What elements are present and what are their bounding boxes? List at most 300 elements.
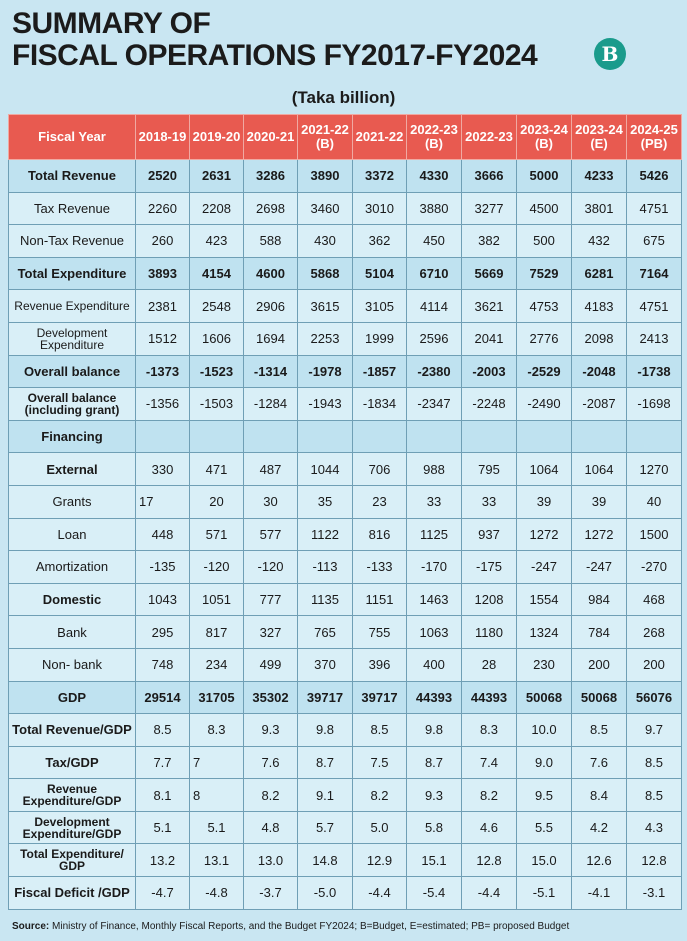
- table-cell: -1284: [244, 388, 298, 421]
- table-cell: -2048: [572, 355, 627, 388]
- header-tag: (E): [590, 136, 608, 151]
- table-cell: -2529: [517, 355, 572, 388]
- table-cell: [353, 420, 407, 453]
- table-cell: 1500: [627, 518, 682, 551]
- table-cell: [136, 420, 190, 453]
- table-cell: 39: [517, 485, 572, 518]
- table-cell: 4.6: [462, 811, 517, 844]
- row-label: Tax Revenue: [9, 192, 136, 225]
- table-cell: 777: [244, 583, 298, 616]
- table-cell: 706: [353, 453, 407, 486]
- table-row: [9, 583, 682, 616]
- table-cell: 1324: [517, 616, 572, 649]
- table-row: [9, 388, 682, 421]
- table-cell: 1180: [462, 616, 517, 649]
- row-label: Grants: [9, 485, 136, 518]
- table-cell: 2208: [190, 192, 244, 225]
- table-cell: 4233: [572, 160, 627, 193]
- table-row: [9, 225, 682, 258]
- table-row: [9, 453, 682, 486]
- row-label: Development Expenditure/GDP: [9, 811, 136, 844]
- table-cell: 35: [298, 485, 353, 518]
- table-cell: 1554: [517, 583, 572, 616]
- table-cell: [190, 420, 244, 453]
- table-cell: 2631: [190, 160, 244, 193]
- table-cell: 31705: [190, 681, 244, 714]
- header-col-4: [353, 115, 407, 160]
- table-cell: 362: [353, 225, 407, 258]
- row-label: GDP: [9, 681, 136, 714]
- table-cell: 4.2: [572, 811, 627, 844]
- table-cell: 12.8: [627, 844, 682, 877]
- header-col-5: [407, 115, 462, 160]
- table-cell: 765: [298, 616, 353, 649]
- header-year: 2019-20: [192, 129, 241, 144]
- table-cell: 1064: [572, 453, 627, 486]
- table-cell: 200: [572, 648, 627, 681]
- table-cell: 327: [244, 616, 298, 649]
- brand-logo-icon: B: [594, 38, 626, 70]
- table-cell: 4751: [627, 192, 682, 225]
- table-cell: -170: [407, 551, 462, 584]
- table-cell: [462, 420, 517, 453]
- table-cell: 2906: [244, 290, 298, 323]
- row-label: Overall balance: [9, 355, 136, 388]
- table-cell: [407, 420, 462, 453]
- row-label: Development Expenditure: [9, 322, 136, 355]
- table-cell: 382: [462, 225, 517, 258]
- table-cell: 1999: [353, 322, 407, 355]
- table-cell: -120: [190, 551, 244, 584]
- row-label: External: [9, 453, 136, 486]
- table-cell: 9.8: [407, 714, 462, 747]
- table-cell: -2003: [462, 355, 517, 388]
- table-cell: 13.1: [190, 844, 244, 877]
- table-cell: 487: [244, 453, 298, 486]
- table-cell: 5000: [517, 160, 572, 193]
- table-row: [9, 648, 682, 681]
- table-cell: 1043: [136, 583, 190, 616]
- table-cell: 816: [353, 518, 407, 551]
- table-cell: 15.1: [407, 844, 462, 877]
- table-cell: 234: [190, 648, 244, 681]
- table-cell: 9.0: [517, 746, 572, 779]
- table-cell: 7.6: [572, 746, 627, 779]
- table-cell: -247: [517, 551, 572, 584]
- table-cell: 400: [407, 648, 462, 681]
- table-cell: 8.7: [298, 746, 353, 779]
- table-cell: -3.1: [627, 877, 682, 910]
- table-cell: 295: [136, 616, 190, 649]
- table-cell: 500: [517, 225, 572, 258]
- table-cell: -1314: [244, 355, 298, 388]
- table-cell: 3890: [298, 160, 353, 193]
- table-cell: 6710: [407, 257, 462, 290]
- table-cell: 1063: [407, 616, 462, 649]
- title-line-2: FISCAL OPERATIONS FY2017-FY2024: [12, 39, 538, 72]
- table-cell: 8.5: [627, 779, 682, 812]
- row-label: Total Revenue: [9, 160, 136, 193]
- table-cell: 5.1: [136, 811, 190, 844]
- title-line-1: SUMMARY OF: [12, 7, 211, 40]
- table-cell: -133: [353, 551, 407, 584]
- table-cell: -1523: [190, 355, 244, 388]
- header-year: 2021-22: [355, 129, 404, 144]
- table-cell: 4330: [407, 160, 462, 193]
- table-cell: 13.2: [136, 844, 190, 877]
- table-cell: [298, 420, 353, 453]
- table-cell: [627, 420, 682, 453]
- table-cell: 4.3: [627, 811, 682, 844]
- table-cell: 330: [136, 453, 190, 486]
- row-label: Total Expenditure/ GDP: [9, 844, 136, 877]
- table-cell: -4.4: [462, 877, 517, 910]
- table-cell: 984: [572, 583, 627, 616]
- table-cell: -5.1: [517, 877, 572, 910]
- table-cell: 20: [190, 485, 244, 518]
- table-cell: 5.0: [353, 811, 407, 844]
- table-cell: -1356: [136, 388, 190, 421]
- table-cell: 8.5: [136, 714, 190, 747]
- table-cell: 1512: [136, 322, 190, 355]
- table-cell: 577: [244, 518, 298, 551]
- table-cell: 2260: [136, 192, 190, 225]
- table-cell: -1373: [136, 355, 190, 388]
- table-cell: 2776: [517, 322, 572, 355]
- header-year: 2024-25: [630, 122, 678, 137]
- table-cell: -2490: [517, 388, 572, 421]
- table-cell: 571: [190, 518, 244, 551]
- table-cell: 39717: [298, 681, 353, 714]
- table-cell: 4114: [407, 290, 462, 323]
- table-cell: [244, 420, 298, 453]
- table-cell: 28: [462, 648, 517, 681]
- table-cell: [517, 420, 572, 453]
- table-cell: 5.7: [298, 811, 353, 844]
- header-col-8: [572, 115, 627, 160]
- table-cell: 1064: [517, 453, 572, 486]
- header-tag: (PB): [640, 136, 668, 151]
- table-cell: 17: [136, 485, 190, 518]
- row-label: Financing: [9, 420, 136, 453]
- table-cell: 12.6: [572, 844, 627, 877]
- table-cell: 7.6: [244, 746, 298, 779]
- page-title: [12, 8, 537, 72]
- table-cell: 8.3: [462, 714, 517, 747]
- header-col-0: [136, 115, 190, 160]
- row-label: Bank: [9, 616, 136, 649]
- table-cell: -4.1: [572, 877, 627, 910]
- table-cell: -120: [244, 551, 298, 584]
- table-cell: 4.8: [244, 811, 298, 844]
- table-cell: 8.5: [627, 746, 682, 779]
- row-label: Total Revenue/GDP: [9, 714, 136, 747]
- table-cell: 3621: [462, 290, 517, 323]
- table-cell: 1272: [517, 518, 572, 551]
- table-cell: 8.2: [353, 779, 407, 812]
- table-cell: 35302: [244, 681, 298, 714]
- table-cell: 12.9: [353, 844, 407, 877]
- table-cell: 7: [190, 746, 244, 779]
- table-cell: 3615: [298, 290, 353, 323]
- source-label: Source:: [12, 921, 50, 932]
- table-cell: 3460: [298, 192, 353, 225]
- table-cell: 1135: [298, 583, 353, 616]
- table-cell: 471: [190, 453, 244, 486]
- table-cell: 7.5: [353, 746, 407, 779]
- header-row: [9, 115, 682, 160]
- header-year: 2023-24: [575, 122, 623, 137]
- row-label: Amortization: [9, 551, 136, 584]
- table-cell: 13.0: [244, 844, 298, 877]
- table-row: [9, 355, 682, 388]
- table-cell: 675: [627, 225, 682, 258]
- table-cell: 432: [572, 225, 627, 258]
- table-cell: -1834: [353, 388, 407, 421]
- table-body: [9, 160, 682, 910]
- table-cell: -1857: [353, 355, 407, 388]
- table-cell: 1044: [298, 453, 353, 486]
- table-cell: 3105: [353, 290, 407, 323]
- table-cell: -2380: [407, 355, 462, 388]
- table-cell: 5.5: [517, 811, 572, 844]
- table-cell: -247: [572, 551, 627, 584]
- table-cell: 7164: [627, 257, 682, 290]
- header-year: 2018-19: [138, 129, 187, 144]
- table-cell: -4.7: [136, 877, 190, 910]
- table-cell: -3.7: [244, 877, 298, 910]
- table-cell: 1125: [407, 518, 462, 551]
- table-cell: 10.0: [517, 714, 572, 747]
- table-cell: 9.8: [298, 714, 353, 747]
- table-cell: 1208: [462, 583, 517, 616]
- table-cell: 23: [353, 485, 407, 518]
- table-cell: 1051: [190, 583, 244, 616]
- table-cell: 9.7: [627, 714, 682, 747]
- table-cell: 784: [572, 616, 627, 649]
- table-cell: 50068: [572, 681, 627, 714]
- table-cell: 44393: [407, 681, 462, 714]
- table-cell: 2381: [136, 290, 190, 323]
- table-cell: 39717: [353, 681, 407, 714]
- table-cell: 44393: [462, 681, 517, 714]
- table-row: [9, 322, 682, 355]
- table-cell: -2087: [572, 388, 627, 421]
- header-year: 2022-23: [465, 129, 513, 144]
- table-cell: 12.8: [462, 844, 517, 877]
- table-cell: 1694: [244, 322, 298, 355]
- table-cell: 8: [190, 779, 244, 812]
- row-label: Fiscal Deficit /GDP: [9, 877, 136, 910]
- row-label: Total Expenditure: [9, 257, 136, 290]
- table-cell: 30: [244, 485, 298, 518]
- table-cell: -1738: [627, 355, 682, 388]
- table-cell: 3801: [572, 192, 627, 225]
- table-cell: 430: [298, 225, 353, 258]
- table-cell: 1606: [190, 322, 244, 355]
- table-cell: 748: [136, 648, 190, 681]
- header-col-3: [298, 115, 353, 160]
- table-cell: 795: [462, 453, 517, 486]
- table-cell: -270: [627, 551, 682, 584]
- table-cell: -5.0: [298, 877, 353, 910]
- unit-label: (Taka billion): [291, 88, 396, 107]
- table-cell: 448: [136, 518, 190, 551]
- table-row: [9, 420, 682, 453]
- table-cell: 29514: [136, 681, 190, 714]
- header-tag: (B): [315, 136, 335, 151]
- table-row: [9, 714, 682, 747]
- table-cell: 3666: [462, 160, 517, 193]
- table-cell: 7.4: [462, 746, 517, 779]
- table-cell: 1151: [353, 583, 407, 616]
- table-cell: 5426: [627, 160, 682, 193]
- table-cell: 230: [517, 648, 572, 681]
- table-cell: 33: [407, 485, 462, 518]
- table-row: [9, 811, 682, 844]
- header-year: 2022-23: [410, 122, 458, 137]
- row-label: Overall balance (including grant): [9, 388, 136, 421]
- table-cell: 50068: [517, 681, 572, 714]
- table-cell: 4600: [244, 257, 298, 290]
- table-cell: 5868: [298, 257, 353, 290]
- header-col-6: [462, 115, 517, 160]
- table-row: [9, 877, 682, 910]
- table-cell: 5104: [353, 257, 407, 290]
- table-cell: 4183: [572, 290, 627, 323]
- table-cell: 8.5: [572, 714, 627, 747]
- table-cell: 56076: [627, 681, 682, 714]
- table-cell: -1943: [298, 388, 353, 421]
- table-row: [9, 551, 682, 584]
- header-tag: (B): [424, 136, 444, 151]
- table-cell: -4.8: [190, 877, 244, 910]
- row-label: Loan: [9, 518, 136, 551]
- table-cell: 468: [627, 583, 682, 616]
- table-cell: 1270: [627, 453, 682, 486]
- table-cell: 588: [244, 225, 298, 258]
- table-cell: 14.8: [298, 844, 353, 877]
- row-label: Revenue Expenditure/GDP: [9, 779, 136, 812]
- source-note: [12, 921, 569, 932]
- table-cell: 4753: [517, 290, 572, 323]
- table-cell: 370: [298, 648, 353, 681]
- table-cell: 2596: [407, 322, 462, 355]
- table-cell: 39: [572, 485, 627, 518]
- table-row: [9, 192, 682, 225]
- table-cell: -1503: [190, 388, 244, 421]
- table-cell: [572, 420, 627, 453]
- table-cell: 5.8: [407, 811, 462, 844]
- table-cell: 423: [190, 225, 244, 258]
- table-cell: 3286: [244, 160, 298, 193]
- table-row: [9, 681, 682, 714]
- table-cell: 2548: [190, 290, 244, 323]
- table-cell: 9.1: [298, 779, 353, 812]
- table-cell: 1122: [298, 518, 353, 551]
- table-cell: -2248: [462, 388, 517, 421]
- table-row: [9, 485, 682, 518]
- header-col-2: [244, 115, 298, 160]
- table-cell: 1463: [407, 583, 462, 616]
- table-cell: 4500: [517, 192, 572, 225]
- table-cell: 2253: [298, 322, 353, 355]
- table-cell: 8.7: [407, 746, 462, 779]
- table-cell: 5669: [462, 257, 517, 290]
- table-cell: 15.0: [517, 844, 572, 877]
- header-year: 2023-24: [520, 122, 568, 137]
- table-cell: 2520: [136, 160, 190, 193]
- header-col-9: [627, 115, 682, 160]
- table-cell: -135: [136, 551, 190, 584]
- table-cell: 9.5: [517, 779, 572, 812]
- table-cell: 7.7: [136, 746, 190, 779]
- table-cell: 9.3: [244, 714, 298, 747]
- row-label: Non- bank: [9, 648, 136, 681]
- table-cell: 8.4: [572, 779, 627, 812]
- table-cell: 2413: [627, 322, 682, 355]
- table-cell: 7529: [517, 257, 572, 290]
- table-cell: 8.2: [462, 779, 517, 812]
- fiscal-table: [8, 114, 682, 910]
- table-cell: 40: [627, 485, 682, 518]
- table-cell: 3010: [353, 192, 407, 225]
- table-cell: 8.5: [353, 714, 407, 747]
- table-cell: 499: [244, 648, 298, 681]
- row-label: Non-Tax Revenue: [9, 225, 136, 258]
- table-cell: 2041: [462, 322, 517, 355]
- table-cell: 4154: [190, 257, 244, 290]
- table-cell: 8.3: [190, 714, 244, 747]
- table-cell: -113: [298, 551, 353, 584]
- table-cell: 200: [627, 648, 682, 681]
- table-cell: 4751: [627, 290, 682, 323]
- source-text: Ministry of Finance, Monthly Fiscal Reports, and the Budget FY2024; B=Budget, E=estimated; PB= proposed Budget: [52, 921, 570, 932]
- table-cell: 3277: [462, 192, 517, 225]
- table-cell: 3880: [407, 192, 462, 225]
- table-cell: 6281: [572, 257, 627, 290]
- table-cell: -4.4: [353, 877, 407, 910]
- table-cell: 937: [462, 518, 517, 551]
- row-label: Domestic: [9, 583, 136, 616]
- table-cell: 988: [407, 453, 462, 486]
- row-label: Revenue Expenditure: [9, 290, 136, 323]
- table-cell: 450: [407, 225, 462, 258]
- table-cell: 755: [353, 616, 407, 649]
- header-col-1: [190, 115, 244, 160]
- header-col-7: [517, 115, 572, 160]
- table-cell: 260: [136, 225, 190, 258]
- header-tag: (B): [534, 136, 554, 151]
- table-cell: -1978: [298, 355, 353, 388]
- table-row: [9, 518, 682, 551]
- table-cell: 3893: [136, 257, 190, 290]
- table-cell: -175: [462, 551, 517, 584]
- table-cell: 1272: [572, 518, 627, 551]
- table-cell: -1698: [627, 388, 682, 421]
- table-cell: 2098: [572, 322, 627, 355]
- table-row: [9, 746, 682, 779]
- table-cell: 33: [462, 485, 517, 518]
- header-fiscal-year: Fiscal Year: [9, 115, 136, 160]
- table-row: [9, 844, 682, 877]
- table-cell: 817: [190, 616, 244, 649]
- row-label: Tax/GDP: [9, 746, 136, 779]
- table-cell: 396: [353, 648, 407, 681]
- table-cell: 8.1: [136, 779, 190, 812]
- table-row: [9, 290, 682, 323]
- table-cell: 9.3: [407, 779, 462, 812]
